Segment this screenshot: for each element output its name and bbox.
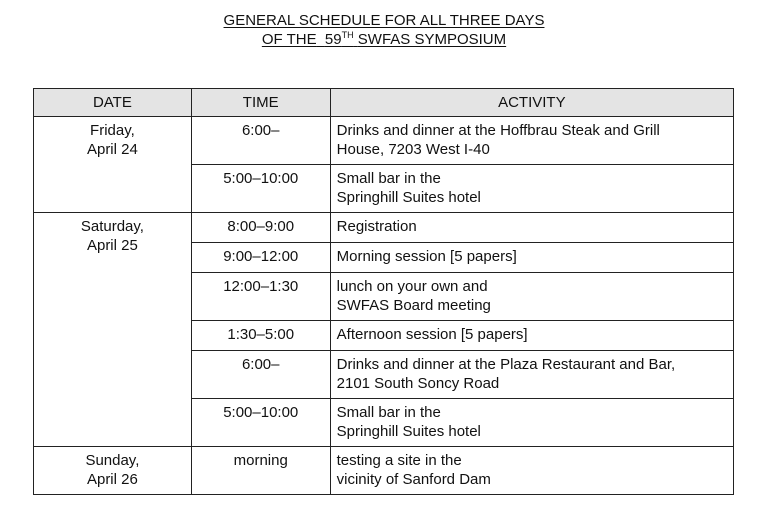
title-ordinal-suffix: TH	[341, 30, 354, 40]
time-cell: 8:00–9:00	[191, 213, 330, 243]
activity-line-1: Registration	[336, 218, 417, 235]
table-row	[34, 447, 734, 495]
activity-cell	[330, 243, 733, 273]
date-cell	[34, 213, 192, 447]
activity-line-1: lunch on your own and	[336, 278, 488, 295]
activity-cell	[330, 447, 733, 495]
schedule-table	[33, 88, 734, 495]
activity-line-2: Springhill Suites hotel	[336, 423, 481, 440]
activity-line-2: 2101 South Soncy Road	[336, 375, 500, 392]
activity-cell	[330, 273, 733, 321]
date-month-day: April 24	[86, 141, 138, 158]
header-activity: ACTIVITY	[330, 89, 733, 117]
time-cell: 1:30–5:00	[191, 321, 330, 351]
table-row	[34, 117, 734, 165]
schedule-table-header	[34, 89, 734, 117]
document-title	[0, 0, 768, 49]
title-line-2-suffix: SWFAS SYMPOSIUM	[357, 31, 507, 48]
activity-line-2: vicinity of Sanford Dam	[336, 471, 491, 488]
date-month-day: April 25	[86, 237, 138, 254]
title-line-1: GENERAL SCHEDULE FOR ALL THREE DAYS	[223, 12, 545, 29]
activity-line-1: Afternoon session [5 papers]	[336, 326, 528, 343]
time-cell: 12:00–1:30	[191, 273, 330, 321]
activity-line-1: Small bar in the	[336, 170, 441, 187]
activity-line-1: Drinks and dinner at the Plaza Restaurant and Bar,	[336, 356, 676, 373]
title-line-2	[0, 30, 768, 49]
schedule-table-body	[34, 117, 734, 495]
time-cell: 9:00–12:00	[191, 243, 330, 273]
header-date: DATE	[34, 89, 192, 117]
activity-cell	[330, 117, 733, 165]
time-cell: 5:00–10:00	[191, 165, 330, 213]
activity-cell	[330, 321, 733, 351]
time-cell: 6:00–	[191, 117, 330, 165]
activity-cell	[330, 165, 733, 213]
time-cell: 5:00–10:00	[191, 399, 330, 447]
activity-line-2: Springhill Suites hotel	[336, 189, 481, 206]
activity-line-2: SWFAS Board meeting	[336, 297, 491, 314]
date-cell	[34, 117, 192, 213]
date-weekday: Friday,	[90, 122, 135, 139]
header-time: TIME	[191, 89, 330, 117]
table-row	[34, 213, 734, 243]
title-line-2-prefix: OF THE	[261, 31, 317, 48]
time-cell: morning	[191, 447, 330, 495]
activity-cell	[330, 351, 733, 399]
header-row	[34, 89, 734, 117]
activity-line-1: Drinks and dinner at the Hoffbrau Steak and Grill	[336, 122, 660, 139]
date-weekday: Saturday,	[80, 218, 144, 235]
activity-cell	[330, 213, 733, 243]
date-cell	[34, 447, 192, 495]
activity-cell	[330, 399, 733, 447]
title-symposium-number: 59	[324, 31, 342, 48]
activity-line-1: Morning session [5 papers]	[336, 248, 517, 265]
date-month-day: April 26	[86, 471, 138, 488]
activity-line-1: Small bar in the	[336, 404, 441, 421]
activity-line-2: House, 7203 West I-40	[336, 141, 490, 158]
time-cell: 6:00–	[191, 351, 330, 399]
date-weekday: Sunday,	[85, 452, 140, 469]
activity-line-1: testing a site in the	[336, 452, 462, 469]
